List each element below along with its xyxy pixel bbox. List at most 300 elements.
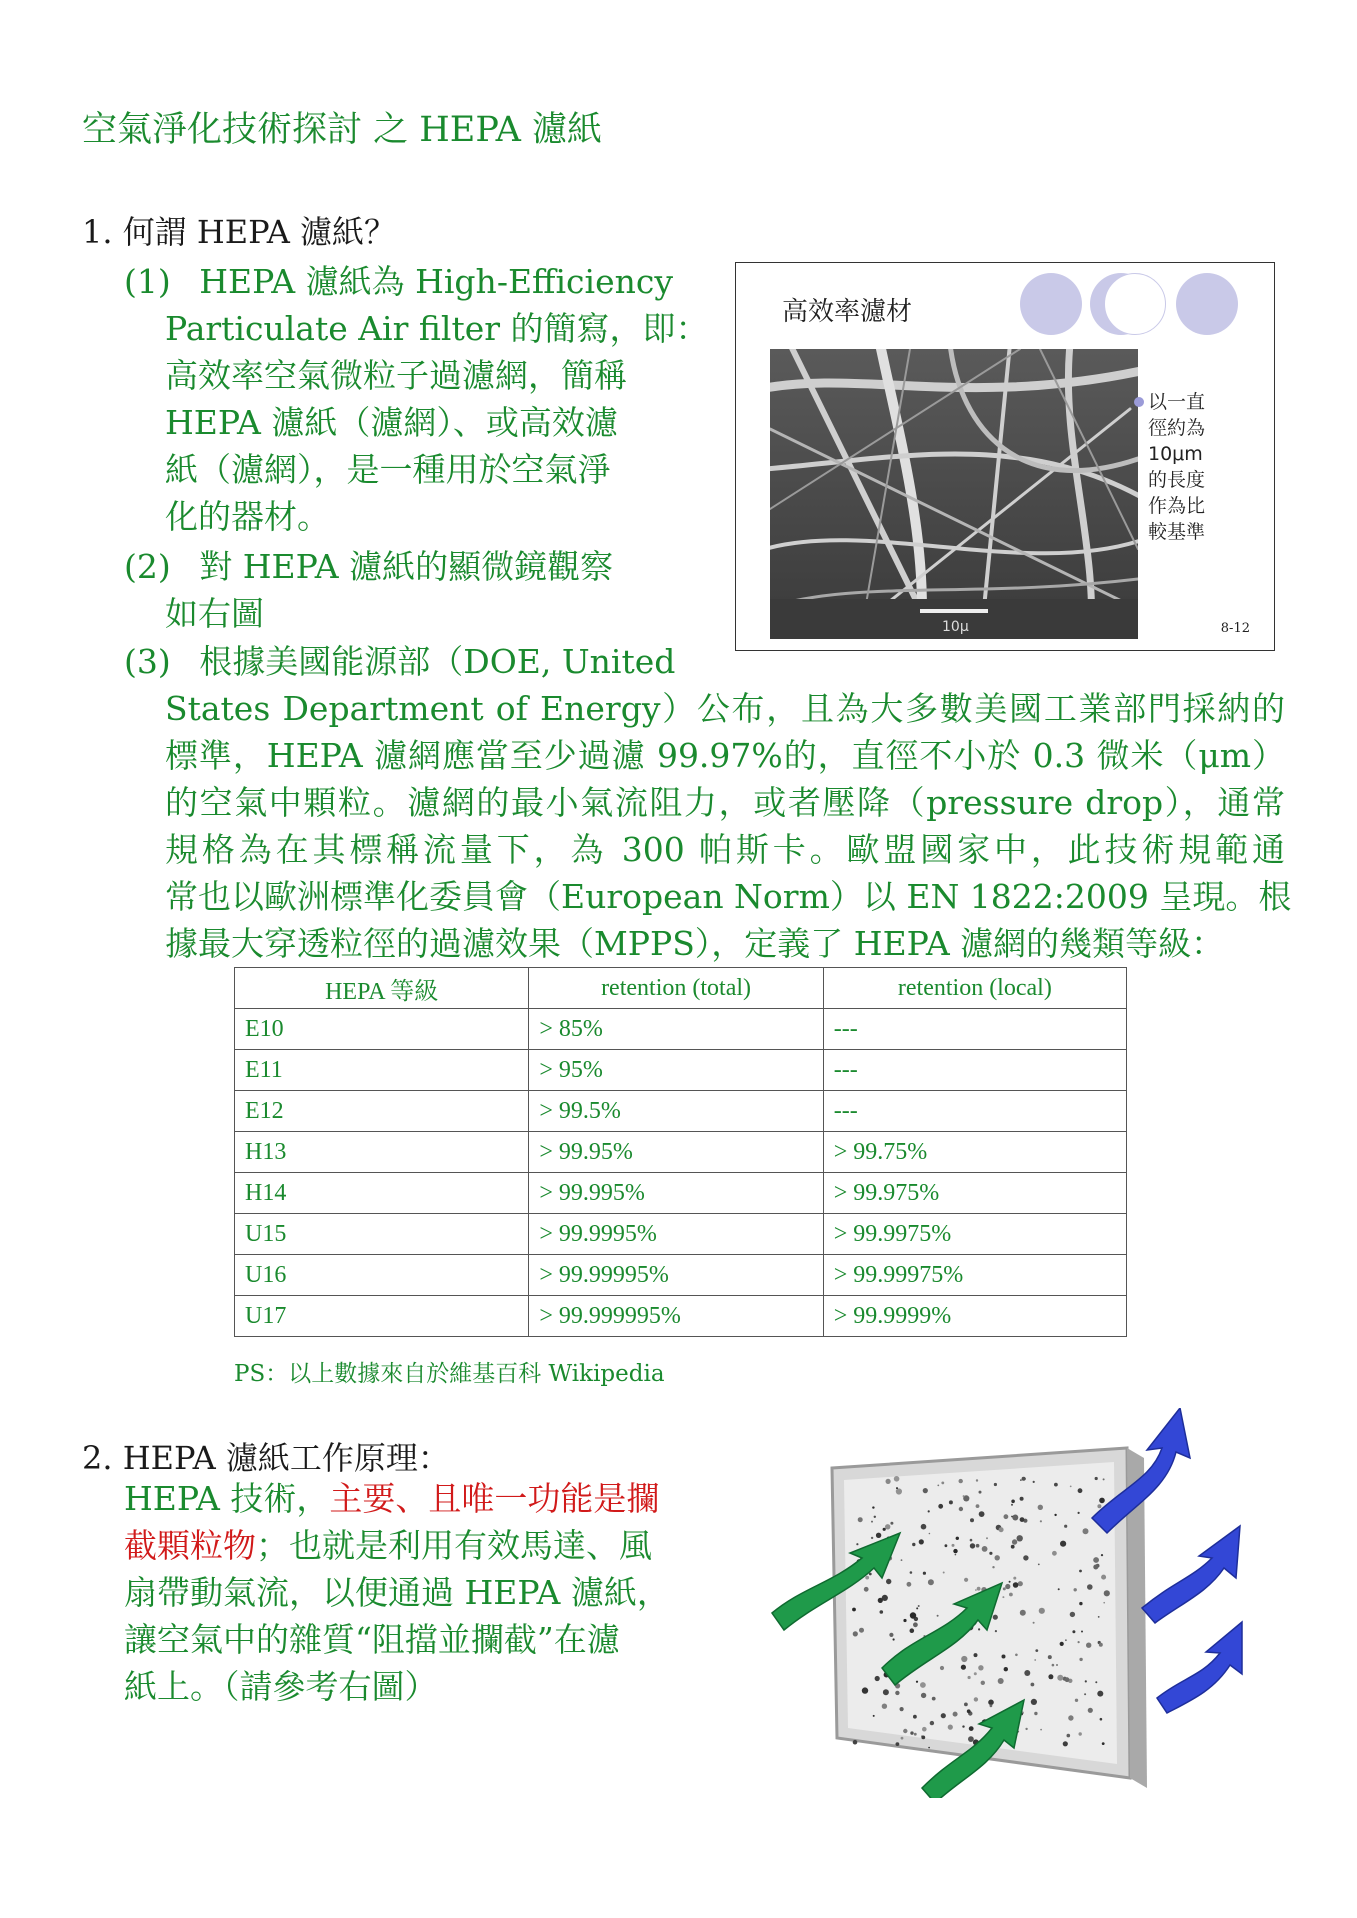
particle-dot <box>920 1682 926 1688</box>
particle-dot <box>886 1479 891 1484</box>
particle-dot <box>930 1721 934 1725</box>
table-header-cell: retention (total) <box>529 968 823 1009</box>
particle-dot <box>963 1495 965 1497</box>
item3-row <box>124 638 675 685</box>
item2-row <box>124 543 613 590</box>
particle-dot <box>913 1715 917 1719</box>
particle-dot <box>923 1572 926 1575</box>
particle-dot <box>876 1533 881 1538</box>
table-row <box>235 1296 1127 1337</box>
table-header-cell: retention (local) <box>823 968 1126 1009</box>
particle-dot <box>1085 1680 1087 1682</box>
particle-dot <box>953 1549 957 1553</box>
particle-dot <box>856 1543 858 1545</box>
particle-dot <box>952 1544 955 1547</box>
sem-fiber-image <box>770 349 1138 639</box>
section2-paragraph <box>124 1475 670 1710</box>
particle-dot <box>882 1704 887 1709</box>
particle-dot <box>1020 1497 1024 1501</box>
particle-dot <box>995 1555 1000 1560</box>
particle-dot <box>976 1479 978 1481</box>
table-cell: > 99.75% <box>823 1132 1126 1173</box>
particle-dot <box>853 1740 858 1745</box>
particle-dot <box>1079 1570 1082 1573</box>
particle-dot <box>1083 1528 1089 1534</box>
particle-dot <box>1097 1504 1101 1508</box>
particle-dot <box>959 1507 963 1511</box>
table-cell: > 99.99995% <box>529 1255 823 1296</box>
particle-dot <box>1093 1557 1099 1563</box>
particle-dot <box>1054 1483 1058 1487</box>
decorative-circle <box>1020 273 1082 335</box>
particle-dot <box>1009 1593 1013 1597</box>
particle-dot <box>959 1479 963 1483</box>
particle-dot <box>912 1543 915 1546</box>
particle-dot <box>970 1539 973 1542</box>
paragraph-line: States Department of Energy）公布，且為大多數美國工業部門採納的 <box>165 689 1285 728</box>
particle-dot <box>1101 1575 1106 1580</box>
particle-dot <box>919 1539 924 1544</box>
particle-dot <box>981 1681 985 1685</box>
particle-dot <box>992 1566 994 1568</box>
table-cell: U15 <box>235 1214 529 1255</box>
item1-line: HEPA 濾紙（濾網）、或高效濾 <box>165 403 618 442</box>
paragraph-line: 扇帶動氣流，以便通過 HEPA 濾紙， <box>124 1573 670 1612</box>
arrow-up-icon <box>1142 1526 1240 1623</box>
table-header-cell: HEPA 等級 <box>235 968 529 1009</box>
particle-dot <box>1101 1554 1103 1556</box>
particle-dot <box>923 1488 928 1493</box>
table-cell: > 95% <box>529 1050 823 1091</box>
particle-dot <box>941 1482 944 1485</box>
slide-title: 高效率濾材 <box>782 297 913 327</box>
particle-dot <box>1102 1742 1105 1745</box>
bullet-icon <box>1134 397 1144 407</box>
particle-dot <box>1039 1608 1045 1614</box>
particle-dot <box>937 1485 939 1487</box>
paragraph-line: 常也以歐洲標準化委員會（European Norm）以 EN 1822:2009 呈現。根 <box>165 877 1292 916</box>
particle-dot <box>852 1608 856 1612</box>
particle-dot <box>1056 1664 1058 1666</box>
particle-dot <box>1002 1596 1004 1598</box>
particle-dot <box>1033 1481 1035 1483</box>
item1-line: 高效率空氣微粒子過濾網，簡稱 <box>165 356 627 395</box>
table-cell: > 99.9995% <box>529 1214 823 1255</box>
particle-dot <box>878 1598 883 1603</box>
particle-dot <box>916 1607 918 1609</box>
table-cell: > 99.9999% <box>823 1296 1126 1337</box>
particle-dot <box>1048 1655 1052 1659</box>
particle-dot <box>937 1615 939 1617</box>
paragraph-line: 據最大穿透粒徑的過濾效果（MPPS），定義了 HEPA 濾網的幾類等級： <box>165 924 1225 963</box>
paragraph-line: 標準，HEPA 濾網應當至少過濾 99.97%的，直徑不小於 0.3 微米（μm） <box>165 736 1285 775</box>
particle-dot <box>1095 1681 1097 1683</box>
particle-dot <box>896 1742 900 1746</box>
particle-dot <box>929 1533 931 1535</box>
particle-dot <box>1009 1581 1011 1583</box>
table-cell: > 99.99975% <box>823 1255 1126 1296</box>
table-cell: --- <box>823 1050 1126 1091</box>
particle-dot <box>1038 1564 1040 1566</box>
particle-dot <box>1078 1512 1080 1514</box>
particle-dot <box>1060 1541 1066 1547</box>
table-header-row <box>235 968 1127 1009</box>
particle-dot <box>932 1697 936 1701</box>
particle-dot <box>1013 1582 1019 1588</box>
particle-dot <box>894 1476 900 1482</box>
particle-dot <box>1013 1577 1016 1580</box>
particle-dot <box>913 1622 918 1627</box>
particle-dot <box>871 1521 873 1523</box>
particle-dot <box>1079 1658 1082 1661</box>
particle-dot <box>970 1518 974 1522</box>
particle-dot <box>945 1544 948 1547</box>
item2-label: (2) <box>124 547 171 586</box>
table-cell: E10 <box>235 1009 529 1050</box>
particle-dot <box>1058 1588 1060 1590</box>
particle-dot <box>1005 1584 1010 1589</box>
particle-dot <box>1067 1734 1071 1738</box>
particle-dot <box>961 1665 966 1670</box>
particle-dot <box>907 1582 912 1587</box>
particle-dot <box>979 1511 985 1517</box>
item2-line: 如右圖 <box>165 594 264 633</box>
particle-dot <box>859 1628 864 1633</box>
particle-dot <box>1022 1477 1026 1481</box>
particle-dot <box>1031 1699 1037 1705</box>
particle-dot <box>896 1487 898 1489</box>
item3-first-line: 根據美國能源部（DOE, United <box>199 642 676 681</box>
particle-dot <box>910 1612 916 1618</box>
slide-note-line: 的長度 <box>1148 469 1206 491</box>
particle-dot <box>1099 1498 1105 1504</box>
slide-note-line: 以一直 <box>1148 391 1206 413</box>
particle-dot <box>994 1483 997 1486</box>
particle-dot <box>970 1543 975 1548</box>
particle-dot <box>968 1736 974 1742</box>
table-cell: H14 <box>235 1173 529 1214</box>
particle-dot <box>1078 1488 1083 1493</box>
particle-dot <box>940 1666 944 1670</box>
particle-dot <box>1070 1612 1075 1617</box>
table-cell: > 99.995% <box>529 1173 823 1214</box>
particle-dot <box>1033 1622 1035 1624</box>
particle-dot <box>901 1559 903 1561</box>
item1-line: 紙（濾網），是一種用於空氣淨 <box>165 450 611 489</box>
particle-dot <box>1074 1588 1077 1591</box>
table-cell: E12 <box>235 1091 529 1132</box>
particle-dot <box>1040 1520 1042 1522</box>
table-cell: H13 <box>235 1132 529 1173</box>
item3-label: (3) <box>124 642 171 681</box>
text-green: HEPA 技術， <box>124 1479 330 1518</box>
decorative-circle <box>1176 273 1238 335</box>
table-cell: > 99.975% <box>823 1173 1126 1214</box>
item1-row <box>124 258 673 305</box>
particle-dot <box>941 1713 946 1718</box>
particle-dot <box>1004 1514 1009 1519</box>
table-row <box>235 1050 1127 1091</box>
table-row <box>235 1132 1127 1173</box>
particle-dot <box>1060 1642 1064 1646</box>
particle-dot <box>1018 1581 1023 1586</box>
particle-dot <box>1004 1667 1008 1671</box>
particle-dot <box>1079 1602 1082 1605</box>
particle-dot <box>1003 1587 1006 1590</box>
particle-dot <box>874 1516 876 1518</box>
paragraph-line: 紙上。（請參考右圖） <box>124 1667 438 1706</box>
particle-dot <box>978 1628 980 1630</box>
particle-dot <box>967 1709 971 1713</box>
particle-dot <box>900 1707 904 1711</box>
particle-dot <box>1095 1477 1098 1480</box>
particle-dot <box>1054 1514 1056 1516</box>
particle-dot <box>1087 1584 1093 1590</box>
section2-heading: 2. HEPA 濾紙工作原理： <box>82 1439 450 1477</box>
particle-dot <box>1103 1602 1105 1604</box>
particle-dot <box>1064 1525 1067 1528</box>
particle-dot <box>1097 1691 1103 1697</box>
particle-dot <box>1002 1655 1006 1659</box>
paragraph-line: 規格為在其標稱流量下，為 300 帕斯卡。歐盟國家中，此技術規範通 <box>165 830 1285 869</box>
particle-dot <box>956 1537 959 1540</box>
particle-dot <box>974 1653 978 1657</box>
particle-dot <box>921 1693 926 1698</box>
particle-dot <box>955 1554 957 1556</box>
particle-dot <box>1012 1539 1017 1544</box>
table-cell: > 99.9975% <box>823 1214 1126 1255</box>
particle-dot <box>1031 1683 1035 1687</box>
particle-dot <box>974 1697 978 1701</box>
table-cell: --- <box>823 1091 1126 1132</box>
particle-dot <box>928 1747 930 1749</box>
particle-dot <box>979 1491 982 1494</box>
particle-dot <box>988 1700 994 1706</box>
slide-note-line: 10μm <box>1148 443 1203 465</box>
particle-dot <box>883 1689 889 1695</box>
particle-dot <box>986 1537 988 1539</box>
particle-dot <box>999 1527 1004 1532</box>
particle-dot <box>903 1619 906 1622</box>
slide-note-line: 作為比 <box>1148 495 1206 517</box>
particle-dot <box>862 1687 868 1693</box>
particle-dot <box>1034 1659 1036 1661</box>
particle-dot <box>916 1681 918 1683</box>
particle-dot <box>953 1712 958 1717</box>
particle-dot <box>895 1691 899 1695</box>
table-cell: E11 <box>235 1050 529 1091</box>
particle-dot <box>993 1615 998 1620</box>
particle-dot <box>853 1631 858 1636</box>
particle-dot <box>889 1633 893 1637</box>
slide-note-line: 較基準 <box>1148 521 1206 543</box>
particle-dot <box>1011 1516 1013 1518</box>
particle-dot <box>858 1517 863 1522</box>
table-cell: > 99.95% <box>529 1132 823 1173</box>
particle-dot <box>1040 1729 1042 1731</box>
particle-dot <box>928 1579 934 1585</box>
particle-dot <box>1104 1590 1110 1596</box>
particle-dot <box>1063 1741 1068 1746</box>
item1-line: 化的器材。 <box>165 497 330 536</box>
particle-dot <box>903 1729 907 1733</box>
text-green: ；也就是利用有效馬達、風 <box>256 1526 652 1565</box>
particle-dot <box>1025 1728 1027 1730</box>
particle-dot <box>943 1572 945 1574</box>
particle-dot <box>1086 1643 1091 1648</box>
scale-bar-label: 10μ <box>942 619 969 635</box>
particle-dot <box>875 1676 880 1681</box>
particle-dot <box>872 1506 874 1508</box>
particle-dot <box>1057 1675 1063 1681</box>
text-red: 截顆粒物 <box>124 1526 256 1565</box>
particle-dot <box>961 1656 967 1662</box>
particle-dot <box>864 1587 869 1592</box>
particle-dot <box>1024 1670 1030 1676</box>
particle-dot <box>1023 1555 1028 1560</box>
particle-dot <box>865 1576 869 1580</box>
table-row <box>235 1255 1127 1296</box>
item1-label: (1) <box>124 262 171 301</box>
slide-note-line: 徑約為 <box>1148 417 1206 439</box>
particle-dot <box>921 1736 925 1740</box>
microscope-slide-figure <box>735 262 1275 651</box>
particle-dot <box>1068 1715 1073 1720</box>
item1-line: Particulate Air filter 的簡寫，即： <box>165 309 709 348</box>
particle-dot <box>1034 1712 1037 1715</box>
particle-dot <box>914 1733 917 1736</box>
particle-dot <box>969 1726 974 1731</box>
particle-dot <box>1065 1677 1070 1682</box>
table-row <box>235 1091 1127 1132</box>
table-cell: U17 <box>235 1296 529 1337</box>
item3-paragraph <box>165 685 1292 967</box>
particle-dot <box>1048 1674 1053 1679</box>
particle-dot <box>976 1544 980 1548</box>
particle-dot <box>896 1488 902 1494</box>
particle-dot <box>1052 1664 1055 1667</box>
table-cell: U16 <box>235 1255 529 1296</box>
table-cell: --- <box>823 1009 1126 1050</box>
particle-dot <box>1052 1551 1057 1556</box>
particle-dot <box>910 1628 915 1633</box>
hepa-filter-illustration <box>762 1408 1282 1798</box>
particle-dot <box>1020 1610 1026 1616</box>
table-cell: > 99.5% <box>529 1091 823 1132</box>
paragraph-line: 的空氣中顆粒。濾網的最小氣流阻力，或者壓降（pressure drop），通常 <box>165 783 1285 822</box>
particle-dot <box>1035 1649 1038 1652</box>
table-row <box>235 1214 1127 1255</box>
particle-dot <box>949 1500 953 1504</box>
particle-dot <box>883 1528 886 1531</box>
particle-dot <box>1093 1565 1098 1570</box>
particle-dot <box>1078 1641 1080 1643</box>
particle-dot <box>968 1676 971 1679</box>
paragraph-line: 讓空氣中的雜質“阻擋並攔截”在濾 <box>124 1620 620 1659</box>
particle-dot <box>1099 1643 1103 1647</box>
particle-dot <box>1065 1639 1067 1641</box>
table-cell: > 99.999995% <box>529 1296 823 1337</box>
paragraph-line <box>124 1522 670 1569</box>
paragraph-line <box>124 1475 670 1522</box>
particle-dot <box>890 1522 893 1525</box>
particle-dot <box>974 1672 977 1675</box>
slide-page-number: 8-12 <box>1220 621 1250 636</box>
particle-dot <box>1079 1732 1082 1735</box>
particle-dot <box>964 1703 968 1707</box>
slide-note <box>1148 389 1205 545</box>
particle-dot <box>1084 1693 1086 1695</box>
particle-dot <box>871 1537 873 1539</box>
section1-heading: 1. 何謂 HEPA 濾紙？ <box>82 213 397 251</box>
particle-dot <box>922 1727 927 1732</box>
particle-dot <box>1011 1504 1013 1506</box>
particle-dot <box>1011 1500 1015 1504</box>
particle-dot <box>1081 1631 1083 1633</box>
text-red: 主要、且唯一功能是攔 <box>329 1479 660 1518</box>
particle-dot <box>977 1587 981 1591</box>
particle-dot <box>964 1578 968 1582</box>
particle-dot <box>910 1571 913 1574</box>
particle-dot <box>975 1589 977 1591</box>
particle-dot <box>948 1725 953 1730</box>
particle-dot <box>873 1715 875 1717</box>
particle-dot <box>990 1704 993 1707</box>
particle-dot <box>938 1504 943 1509</box>
particle-dot <box>1017 1535 1023 1541</box>
particle-dot <box>886 1579 891 1584</box>
particle-dot <box>921 1524 927 1530</box>
particle-dot <box>910 1731 913 1734</box>
item1-line: HEPA 濾紙為 High-Efficiency <box>199 262 673 301</box>
particle-dot <box>1015 1654 1018 1657</box>
particle-dot <box>1072 1630 1075 1633</box>
table-row <box>235 1173 1127 1214</box>
hepa-grades-table <box>234 967 1127 1337</box>
particle-dot <box>962 1725 964 1727</box>
particle-dot <box>1100 1718 1103 1721</box>
particle-dot <box>1103 1478 1105 1480</box>
particle-dot <box>976 1504 980 1508</box>
particle-dot <box>918 1605 920 1607</box>
item2-line: 對 HEPA 濾紙的顯微鏡觀察 <box>199 547 614 586</box>
particle-dot <box>928 1510 930 1512</box>
table-row <box>235 1009 1127 1050</box>
particle-dot <box>1075 1699 1078 1702</box>
particle-dot <box>1070 1486 1072 1488</box>
page-title: 空氣淨化技術探討 之 HEPA 濾紙 <box>82 110 603 150</box>
particle-dot <box>998 1678 1004 1684</box>
particle-dot <box>1088 1708 1093 1713</box>
decorative-circle-outline <box>1104 273 1166 335</box>
particle-dot <box>1038 1505 1043 1510</box>
particle-dot <box>893 1638 895 1640</box>
table-cell: > 85% <box>529 1009 823 1050</box>
particle-dot <box>1098 1616 1100 1618</box>
particle-dot <box>880 1610 884 1614</box>
particle-dot <box>982 1546 988 1552</box>
particle-dot <box>989 1552 992 1555</box>
arrow-up-icon <box>1157 1622 1242 1713</box>
source-note: PS：以上數據來自於維基百科 Wikipedia <box>234 1361 665 1387</box>
particle-dot <box>1011 1545 1015 1549</box>
particle-dot <box>885 1524 890 1529</box>
particle-dot <box>1020 1479 1022 1481</box>
particle-dot <box>995 1630 997 1632</box>
particle-dot <box>901 1737 904 1740</box>
particle-dot <box>1012 1515 1018 1521</box>
particle-dot <box>978 1665 983 1670</box>
